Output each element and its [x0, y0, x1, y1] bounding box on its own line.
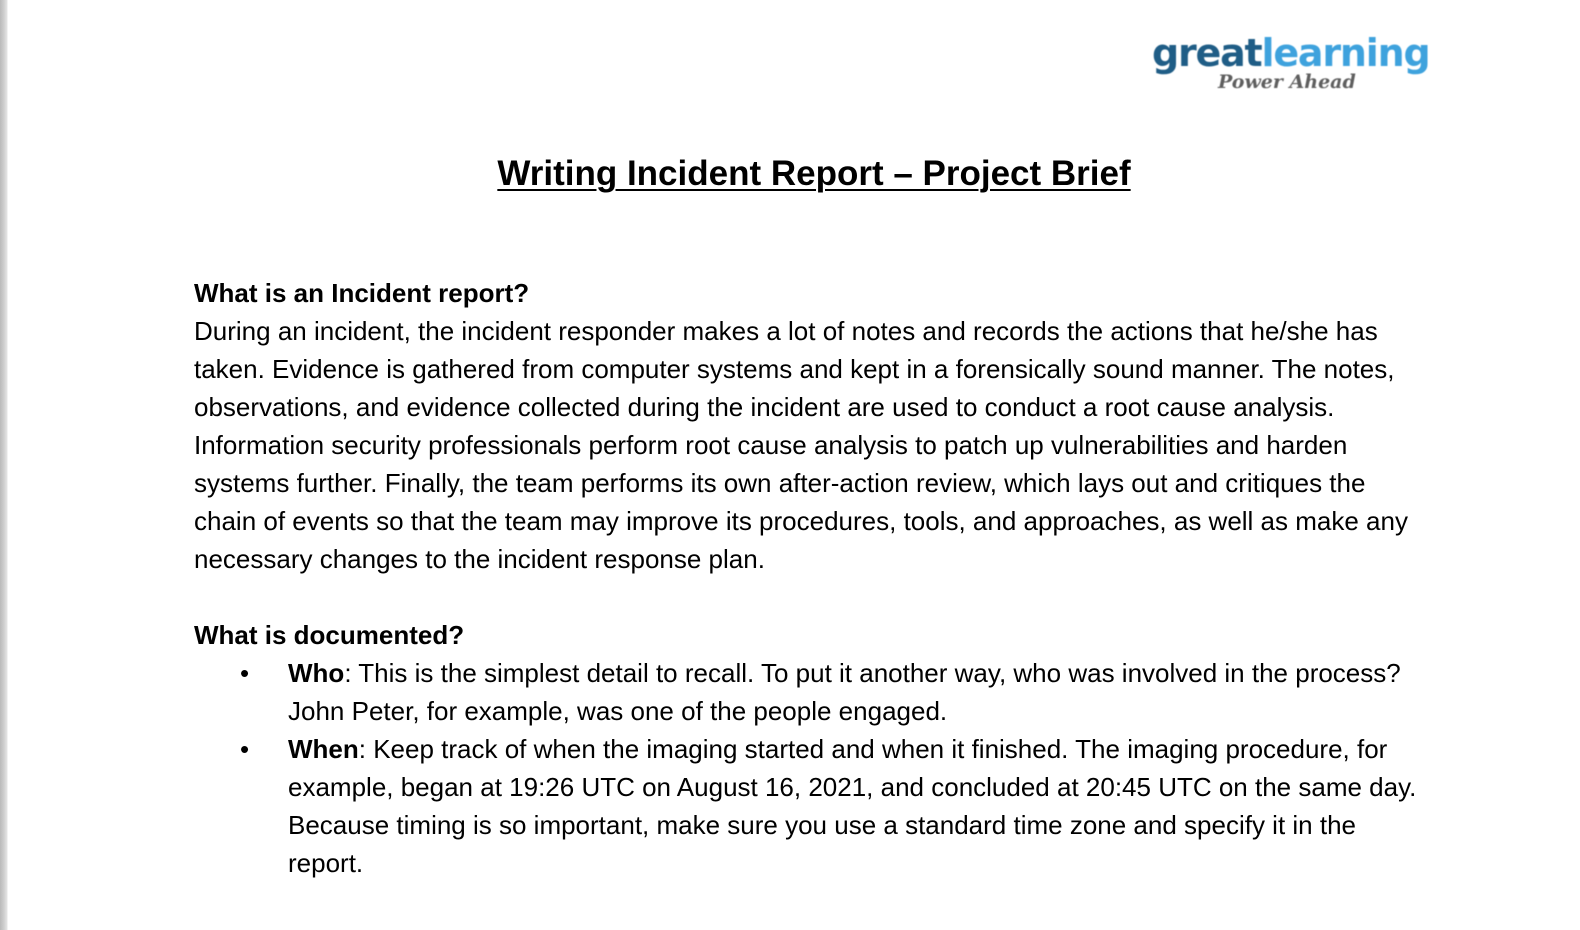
- list-item-who: [194, 654, 1434, 730]
- bullet-icon: •: [240, 658, 250, 688]
- section-heading-incident-report: What is an Incident report?: [194, 278, 530, 308]
- document-body: [194, 274, 1434, 882]
- section-paragraph-incident-report: During an incident, the incident responder makes a lot of notes and records the actions that he/she has taken. Evidence is gathered from computer systems and kept in a forensically sound manner. The notes, observations, and evidence collected during the incident are used to conduct a root cause analysis. Information security professionals perform root cause analysis to patch up vulnerabilities and harden systems further. Finally, the team performs its own after-action review, which lays out and critiques the chain of events so that the team may improve its procedures, tools, and approaches, as well as make any necessary changes to the incident response plan.: [194, 316, 1408, 574]
- bullet-text-who: : This is the simplest detail to recall. To put it another way, who was involved in the process? John Peter, for example, was one of the people engaged.: [288, 658, 1401, 726]
- bullet-term-when: When: [288, 734, 359, 764]
- documented-bullet-list: [194, 654, 1434, 882]
- page-left-shadow: [0, 0, 8, 930]
- logo-word-learning: learning: [1261, 31, 1430, 75]
- document-page[interactable]: [8, 0, 1580, 930]
- list-item-when: [194, 730, 1434, 882]
- bullet-term-who: Who: [288, 658, 345, 688]
- logo-tagline: Power Ahead: [1218, 71, 1356, 93]
- logo-word-great: great: [1152, 31, 1262, 75]
- greatlearning-logo: [1152, 30, 1432, 100]
- document-title: Writing Incident Report – Project Brief: [497, 154, 1131, 193]
- bullet-icon: •: [240, 734, 250, 764]
- section-heading-documented: What is documented?: [194, 620, 465, 650]
- section-spacer: [194, 578, 1434, 616]
- bullet-text-when: : Keep track of when the imaging started and when it finished. The imaging procedure, for example, began at 19:26 UTC on August 16, 2021, and concluded at 20:45 UTC on the same day. Because timing is so important, make sure you use a standard time zone and specify it in the report.: [288, 734, 1417, 878]
